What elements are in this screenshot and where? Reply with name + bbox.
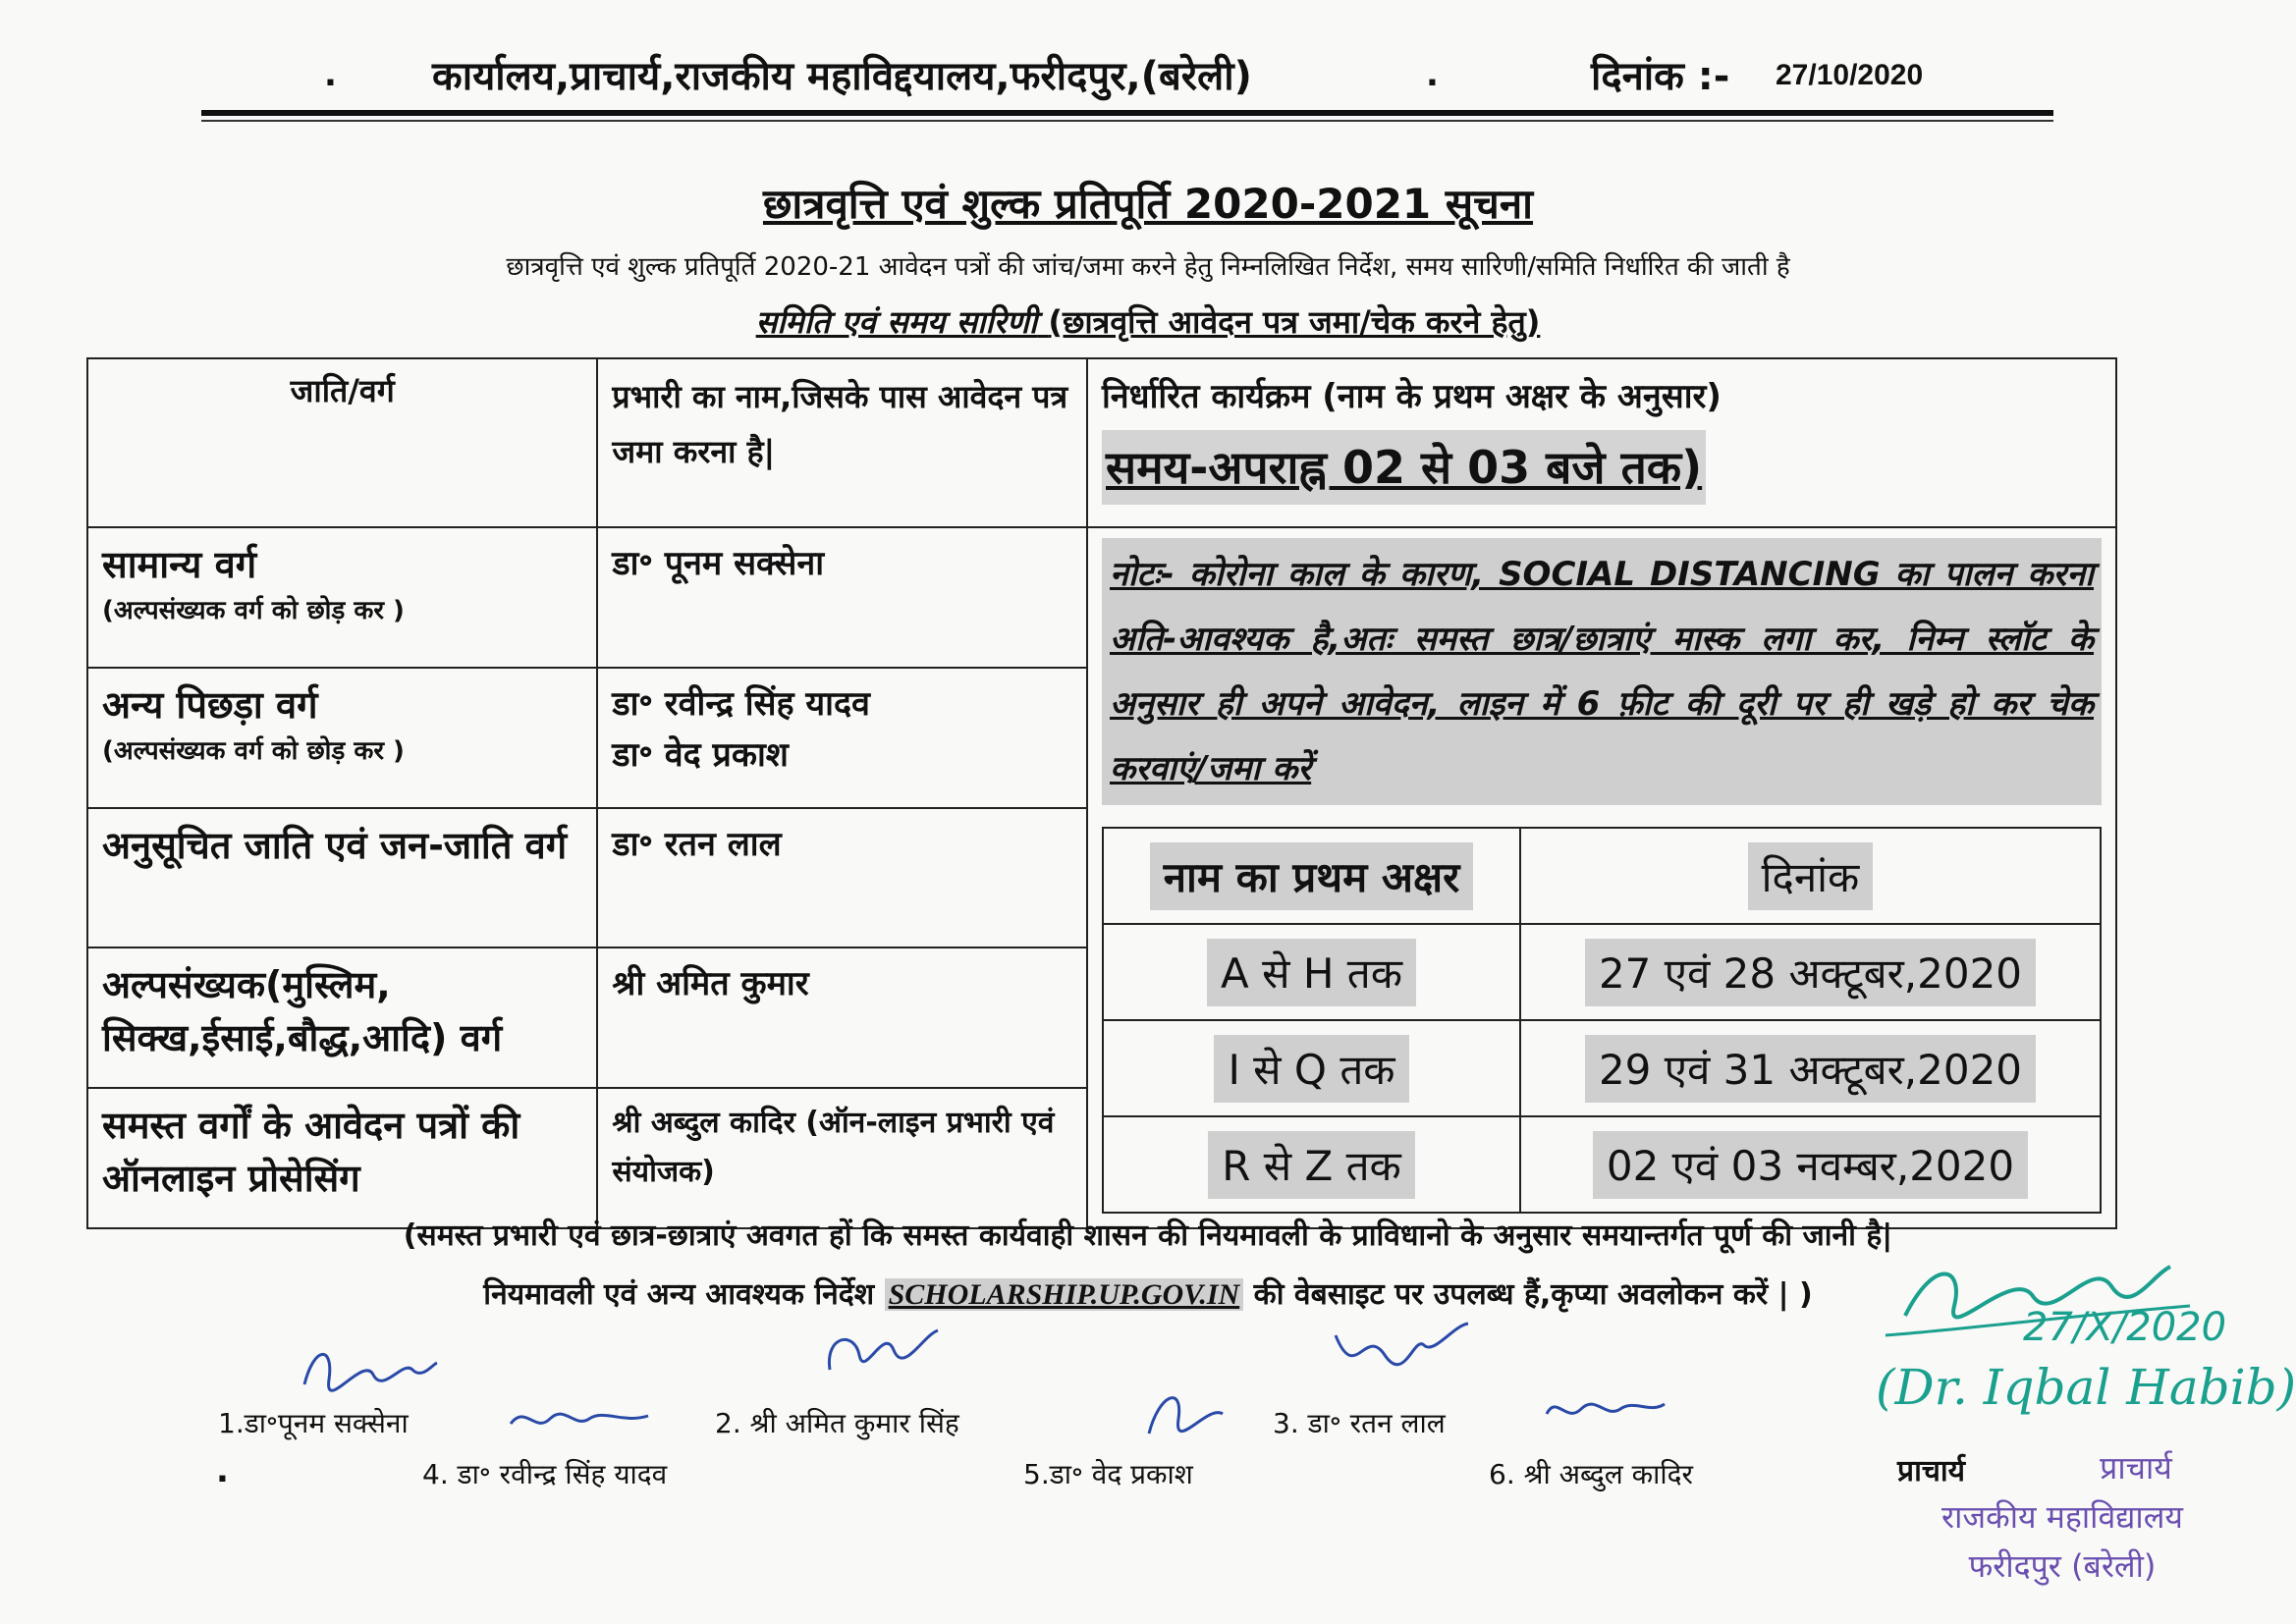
social-distancing-note: नोटः- कोरोना काल के कारण, SOCIAL DISTANCING का पालन करना अति-आवश्यक है,अतः समस्त छात्र/छात्राएं मास्क लगा कर, निम्न स्लॉट के अनुसार ही अपने आवेदन, लाइन में 6 फ़ीट की दूरी पर ही खड़े हो कर चेक करवाएं/जमा करें (1102, 538, 2102, 805)
col-category-header: जाति/वर्ग (87, 358, 597, 527)
signature-6 (1542, 1384, 1669, 1434)
slot-header-row (1103, 828, 2101, 924)
stamp-line: प्राचार्य (2100, 1449, 2172, 1487)
principal-signature-name: (Dr. Iqbal Habib) (1876, 1359, 2296, 1416)
scholarship-link[interactable]: SCHOLARSHIP.UP.GOV.IN (885, 1278, 1244, 1311)
slot-letters (1103, 1020, 1520, 1116)
footer-note-line1: (समस्त प्रभारी एवं छात्र-छात्राएं अवगत हों कि समस्त कार्यवाही शासन की नियमावली के प्राविधानो के अनुसार समयान्तर्गत पूर्ण की जानी है| (403, 1218, 1893, 1253)
notice-subtitle: छात्रवृत्ति एवं शुल्क प्रतिपूर्ति 2020-21 आवेदन पत्रों की जांच/जमा करने हेतु निम्नलिखित निर्देश, समय सारिणी/समिति निर्धारित की जाती है (506, 252, 1790, 282)
footer-line2-pre: नियमावली एवं अन्य आवश्यक निर्देश (483, 1277, 875, 1312)
slot-header-letters-text: नाम का प्रथम अक्षर (1150, 842, 1474, 910)
date-value: 27/10/2020 (1776, 59, 1924, 91)
slot-letters (1103, 924, 1520, 1020)
category-name: अन्य पिछड़ा वर्ग (102, 682, 318, 727)
slot-date (1520, 924, 2101, 1020)
slot-row (1103, 1020, 2101, 1116)
slot-date-text: 02 एवं 03 नवम्बर,2020 (1593, 1131, 2028, 1199)
date-label: दिनांक :- (1591, 54, 1730, 99)
signatory-3: 3. डा॰ रतन लाल (1273, 1407, 1446, 1439)
category-cell (87, 527, 597, 668)
category-cell: अनुसूचित जाति एवं जन-जाति वर्ग (87, 808, 597, 948)
principal-signature-date: 27/X/2020 (2023, 1305, 2227, 1350)
signature-1 (295, 1335, 442, 1414)
col-schedule-header (1087, 358, 2116, 527)
signatory-1: 1.डा॰पूनम सक्सेना (218, 1407, 409, 1439)
category-cell: समस्त वर्गों के आवेदन पत्रों की ऑनलाइन प्रोसेसिंग (87, 1088, 597, 1228)
principal-stamp (1895, 1443, 2229, 1591)
signatory-4: 4. डा॰ रवीन्द्र सिंह यादव (422, 1458, 668, 1490)
incharge-name-2: डा॰ वेद प्रकाश (612, 734, 789, 775)
schedule-heading-italic: समिति एवं समय सारिणी (755, 303, 1038, 341)
incharge-cell: डा॰ पूनम सक्सेना (597, 527, 1087, 668)
table-header-row (87, 358, 2116, 527)
signatory-5: 5.डा॰ वेद प्रकाश (1023, 1458, 1193, 1490)
signatory-6: 6. श्री अब्दुल कादिर (1489, 1458, 1693, 1490)
office-heading: कार्यालय,प्राचार्य,राजकीय महाविद्दयालय,फरीदपुर,(बरेली) (432, 54, 1252, 99)
stamp-line: फरीदपुर (बरेली) (1968, 1547, 2157, 1585)
schedule-time: समय-अपराह्न 02 से 03 बजे तक) (1102, 430, 1706, 505)
incharge-cell: डा॰ रतन लाल (597, 808, 1087, 948)
incharge-cell: श्री अमित कुमार (597, 947, 1087, 1088)
category-name: सामान्य वर्ग (102, 543, 257, 586)
signature-2 (815, 1316, 953, 1394)
slot-date-text: 29 एवं 31 अक्टूबर,2020 (1585, 1035, 2036, 1103)
slot-date-text: 27 एवं 28 अक्टूबर,2020 (1585, 939, 2036, 1006)
incharge-name: डा॰ रवीन्द्र सिंह यादव (612, 683, 870, 724)
signature-4 (506, 1394, 653, 1443)
slot-date (1520, 1116, 2101, 1213)
slot-letters-text: A से H तक (1207, 939, 1416, 1006)
incharge-cell: श्री अब्दुल कादिर (ऑन-लाइन प्रभारी एवं संयोजक) (597, 1088, 1087, 1228)
slot-letters (1103, 1116, 1520, 1213)
table-row (87, 527, 2116, 668)
slot-table (1102, 827, 2102, 1214)
slot-date (1520, 1020, 2101, 1116)
slot-header-date (1520, 828, 2101, 924)
header-rule (201, 110, 2053, 116)
category-cell (87, 668, 597, 808)
category-cell: अल्पसंख्यक(मुस्लिम, सिक्ख,ईसाई,बौद्ध,आदि) वर्ग (87, 947, 597, 1088)
stamp-line: राजकीय महाविद्यालय (1941, 1498, 2183, 1536)
incharge-cell (597, 668, 1087, 808)
slot-letters-text: I से Q तक (1214, 1035, 1408, 1103)
schedule-heading (0, 300, 2296, 343)
dot-mark: . (216, 1451, 229, 1490)
category-note: (अल्पसंख्यक वर्ग को छोड़ कर ) (102, 596, 405, 625)
principal-signature (1876, 1247, 2296, 1443)
dot-mark: . (1426, 55, 1439, 94)
category-note: (अल्पसंख्यक वर्ग को छोड़ कर ) (102, 735, 405, 766)
slot-row (1103, 1116, 2101, 1213)
dot-mark: . (324, 55, 337, 94)
slot-header-letters (1103, 828, 1520, 924)
schedule-heading-rest: (छात्रवृत्ति आवेदन पत्र जमा/चेक करने हेतु) (1048, 303, 1541, 341)
col-incharge-header: प्रभारी का नाम,जिसके पास आवेदन पत्र जमा करना है| (597, 358, 1087, 527)
schedule-cell (1087, 527, 2116, 1228)
signatory-2: 2. श्री अमित कुमार सिंह (715, 1407, 959, 1439)
schedule-header-text: निर्धारित कार्यक्रम (नाम के प्रथम अक्षर के अनुसार) (1102, 377, 1722, 416)
signature-3 (1326, 1316, 1473, 1394)
slot-letters-text: R से Z तक (1208, 1131, 1415, 1199)
notice-title: छात्रवृत्ति एवं शुल्क प्रतिपूर्ति 2020-2021 सूचना (762, 180, 1534, 228)
signature-5 (1129, 1375, 1237, 1453)
footer-line2-post: की वेबसाइट पर उपलब्ध हैं,कृप्या अवलोकन करें | ) (1253, 1277, 1813, 1312)
principal-label: प्राचार्य (1897, 1454, 1966, 1489)
header-rule-thin (201, 120, 2053, 122)
slot-header-date-text: दिनांक (1748, 842, 1874, 910)
committee-table (86, 357, 2117, 1229)
slot-row (1103, 924, 2101, 1020)
